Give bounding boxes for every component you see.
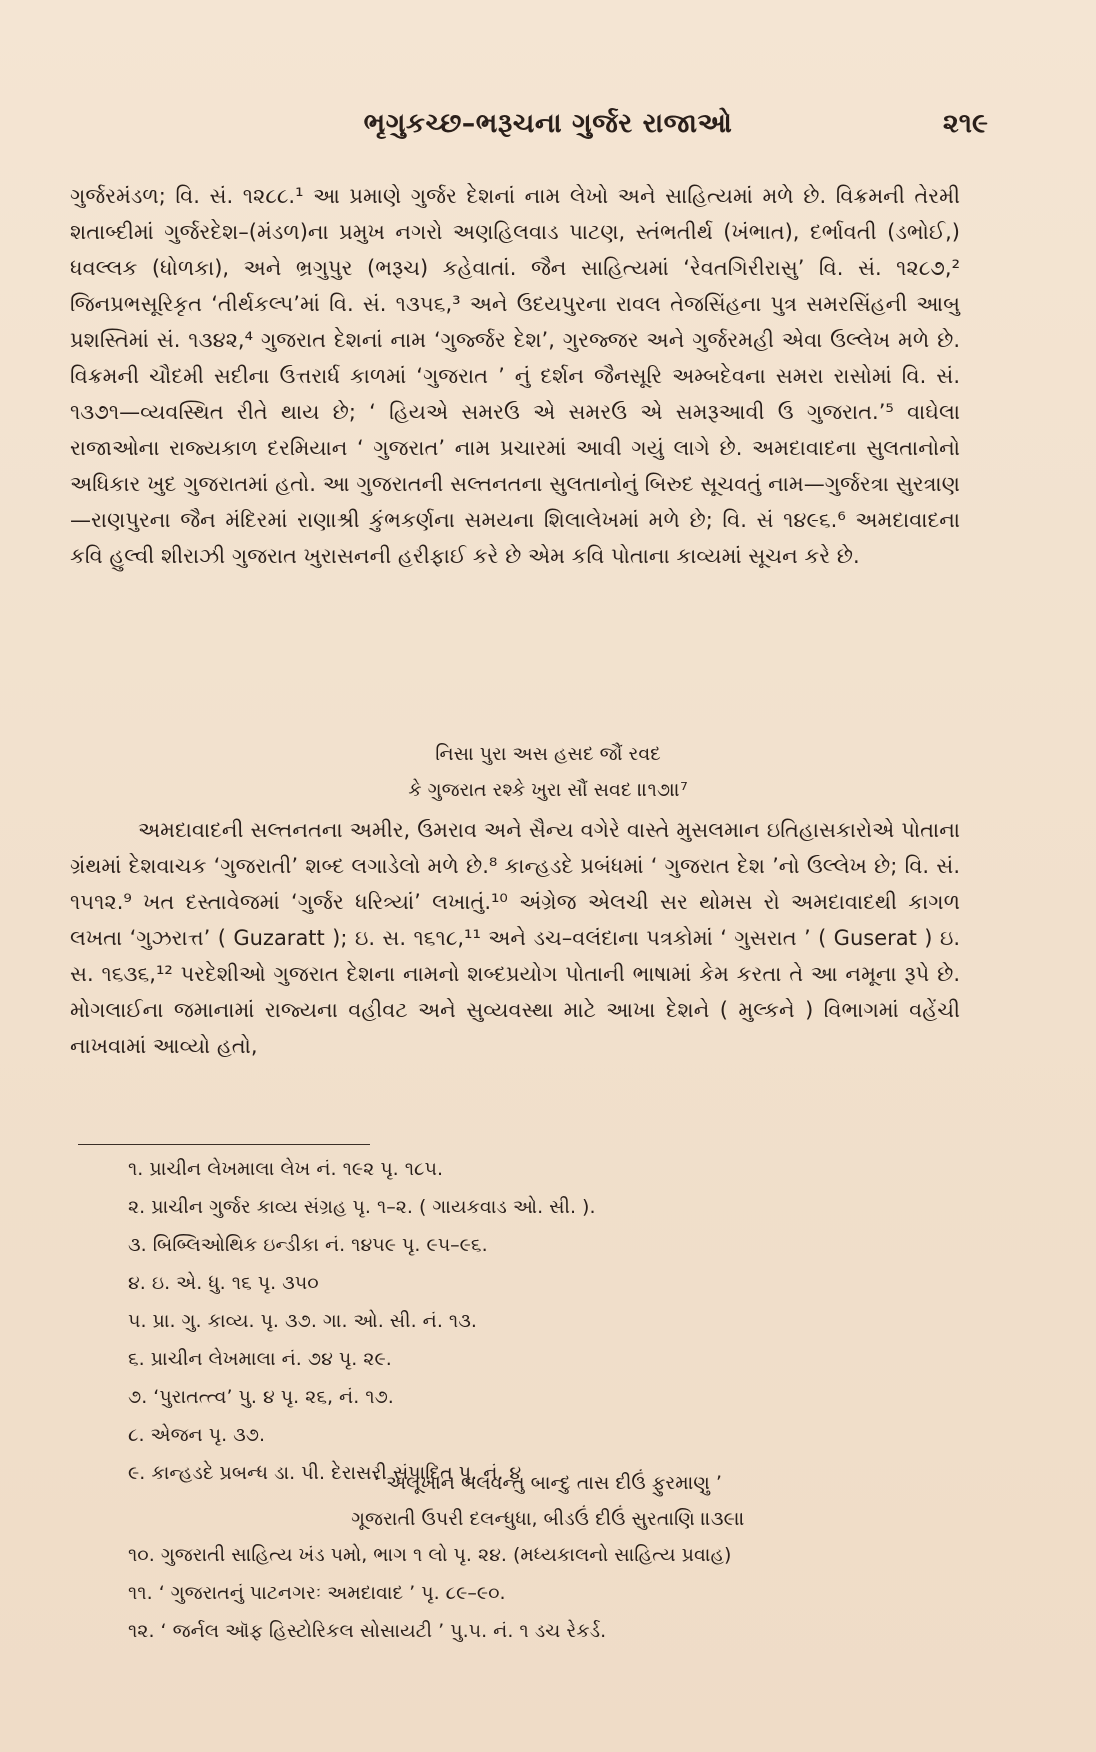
footnote-9-quote-line-1: ‘ અલૂખાન બલવન્તુ બાન્દુ તાસ દીઉં ફુરમાણુ ’ [374, 1472, 722, 1494]
footnote-item: ૧૦. ગુજરાતી સાહિત્ય ખંડ પમો, ભાગ ૧ લો પૃ. ૨૪. (મધ્યકાલનો સાહિત્ય પ્રવાહ) [128, 1544, 732, 1566]
footnote-item: ૬. પ્રાચીન લેખમાલા નં. ૭૪ પૃ. ૨૯. [128, 1348, 392, 1370]
footnote-item: ૫. પ્રા. ગુ. કાવ્ય. પૃ. ૩૭. ગા. ઓ. સી. નં. ૧૩. [128, 1310, 477, 1332]
footnote-item: ૨. પ્રાચીન ગુર્જર કાવ્ય સંગ્રહ પૃ. ૧–૨. ( ગાયકવાડ ઓ. સી. ). [128, 1196, 596, 1218]
running-title: ભૃગુકચ્છ–ભરૂચના ગુર્જર રાજાઓ [363, 108, 733, 139]
footnote-item: ૧૧. ‘ ગુજરાતનું પાટનગરઃ અમદાવાદ ’ પૃ. ૮૯–૯૦. [128, 1582, 506, 1604]
footnote-divider [78, 1144, 370, 1145]
footnote-9-quote-line-2: ગૂજરાતી ઉપરી દલન્ધુધા, બીડઉં દીઉં સુરતાણિ ॥૩૯॥ [351, 1508, 745, 1530]
verse-line-2: કે ગુજરાત રશ્કે ખુરા સૌં સવદ ॥૧૭॥⁷ [408, 779, 688, 801]
footnote-item: ૧૨. ‘ જર્નલ ઑફ હિસ્ટોરિકલ સોસાયટી ’ પુ.૫. નં. ૧ ડચ રેકર્ડ. [128, 1620, 607, 1642]
footnote-list-continued [128, 1536, 988, 1650]
page-number: ૨૧૯ [942, 108, 988, 139]
footnote-item: ૧. પ્રાચીન લેખમાલા લેખ નં. ૧૯૨ પૃ. ૧૮૫. [128, 1158, 444, 1180]
verse-line-1: નિસા પુરા અસ હસદ જૌં રવદ [435, 743, 661, 765]
footnote-item: ૮. એજન પૃ. ૩૭. [128, 1424, 266, 1446]
page-header [70, 108, 1026, 148]
footnote-item: ૩. બિબ્લિઓથિક ઇન્ડીકા નં. ૧૪૫૯ પૃ. ૯૫–૯૬. [128, 1234, 488, 1256]
body-paragraph-2: અમદાવાદની સલ્તનતના અમીર, ઉમરાવ અને સૈન્ય વગેરે વાસ્તે મુસલમાન ઇતિહાસકારોએ પોતાના ગ્રંથમાં દેશવાચક ‘ગુજરાતી’ શબ્દ લગાડેલો મળે છે.⁸ કાન્હડદે પ્રબંધમાં ‘ ગુજરાત દેશ ’નો ઉલ્લેખ છે; વિ. સં. ૧૫૧૨.⁹ ખત દસ્તાવેજમાં ‘ગુર્જર ધરિત્ર્યાં’ લખાતું.¹⁰ અંગ્રેજ એલચી સર થોમસ રો અમદાવાદથી કાગળ લખતા ‘ગુઝરાત્ત’ ( Guzaratt ); ઇ. સ. ૧૬૧૮,¹¹ અને ડચ–વલંદાના પત્રકોમાં ‘ ગુસરાત ’ ( Guserat ) ઇ. સ. ૧૬૩૬,¹² પરદેશીઓ ગુજરાત દેશના નામનો શબ્દપ્રયોગ પોતાની ભાષામાં કેમ કરતા તે આ નમૂના રૂપે છે. મોગલાઈના જમાનામાં રાજ્યના વહીવટ અને સુવ્યવસ્થા માટે આખા દેશને ( મુલ્કને ) વિભાગમાં વહેંચી નાખવામાં આવ્યો હતો, [70, 818, 960, 1058]
body-paragraph-1: ગુર્જરમંડળ; વિ. સં. ૧૨૮૮.¹ આ પ્રમાણે ગુર્જર દેશનાં નામ લેખો અને સાહિત્યમાં મળે છે. વિક્રમની તેરમી શતાબ્દીમાં ગુર્જરદેશ–(મંડળ)ના પ્રમુખ નગરો અણહિલવાડ પાટણ, સ્તંભતીર્થ (ખંભાત), દર્ભાવતી (ડભોઈ,) ધવલ્લક (ધોળકા), અને ભ્રગુપુર (ભરૂચ) કહેવાતાં. જૈન સાહિત્યમાં ‘રેવતગિરીરાસુ’ વિ. સં. ૧૨૮૭,² જિનપ્રભસૂરિકૃત ‘તીર્થકલ્પ’માં વિ. સં. ૧૩૫૬,³ અને ઉદયપુરના રાવલ તેજસિંહના પુત્ર સમરસિંહની આબુ પ્રશસ્તિમાં સં. ૧૩૪૨,⁴ ગુજરાત દેશનાં નામ ‘ગુર્જ્જર દેશ’, ગુરજ્જર અને ગુર્જરમહી એવા ઉલ્લેખ મળે છે. વિક્રમની ચૌદમી સદીના ઉત્તરાર્ધ કાળમાં ‘ગુજરાત ’ નું દર્શન જૈનસૂરિ અમ્બદેવના સમરા રાસોમાં વિ. સં. ૧૩૭૧—વ્યવસ્થિત રીતે થાય છે; ‘ હિયએ સમરઉ એ સમરઉ એ સમરૂઆવી ઉ ગુજરાત.’⁵ વાઘેલા રાજાઓના રાજ્યકાળ દરમિયાન ‘ ગુજરાત’ નામ પ્રચારમાં આવી ગયું લાગે છે. અમદાવાદના સુલતાનોનો અધિકાર ખુદ ગુજરાતમાં હતો. આ ગુજરાતની સલ્તનતના સુલતાનોનું બિરુદ સૂચવતું નામ—ગુર્જરત્રા સુરત્રાણ—રાણપુરના જૈન મંદિરમાં રાણાશ્રી કુંભકર્ણના સમયના શિલાલેખમાં મળે છે; વિ. સં ૧૪૯૬.⁶ અમદાવાદના કવિ હુલ્વી શીરાઝી ગુજરાત ખુરાસનની હરીફાઈ કરે છે એમ કવિ પોતાના કાવ્યમાં સૂચન કરે છે. [70, 184, 960, 568]
footnote-item: ૯. કાન્હડદે પ્રબન્ધ ડા. પી. દેરાસરી સંપાદિત પૃ. નં. ૪ [128, 1462, 522, 1484]
footnote-item: ૭. ‘પુરાતત્ત્વ’ પુ. ૪ પૃ. ૨૬, નં. ૧૭. [128, 1386, 394, 1408]
footnote-list [128, 1150, 988, 1492]
footnote-item: ૪. ઇ. એ. ધુ. ૧૬ પૃ. ૩૫૦ [128, 1272, 319, 1294]
